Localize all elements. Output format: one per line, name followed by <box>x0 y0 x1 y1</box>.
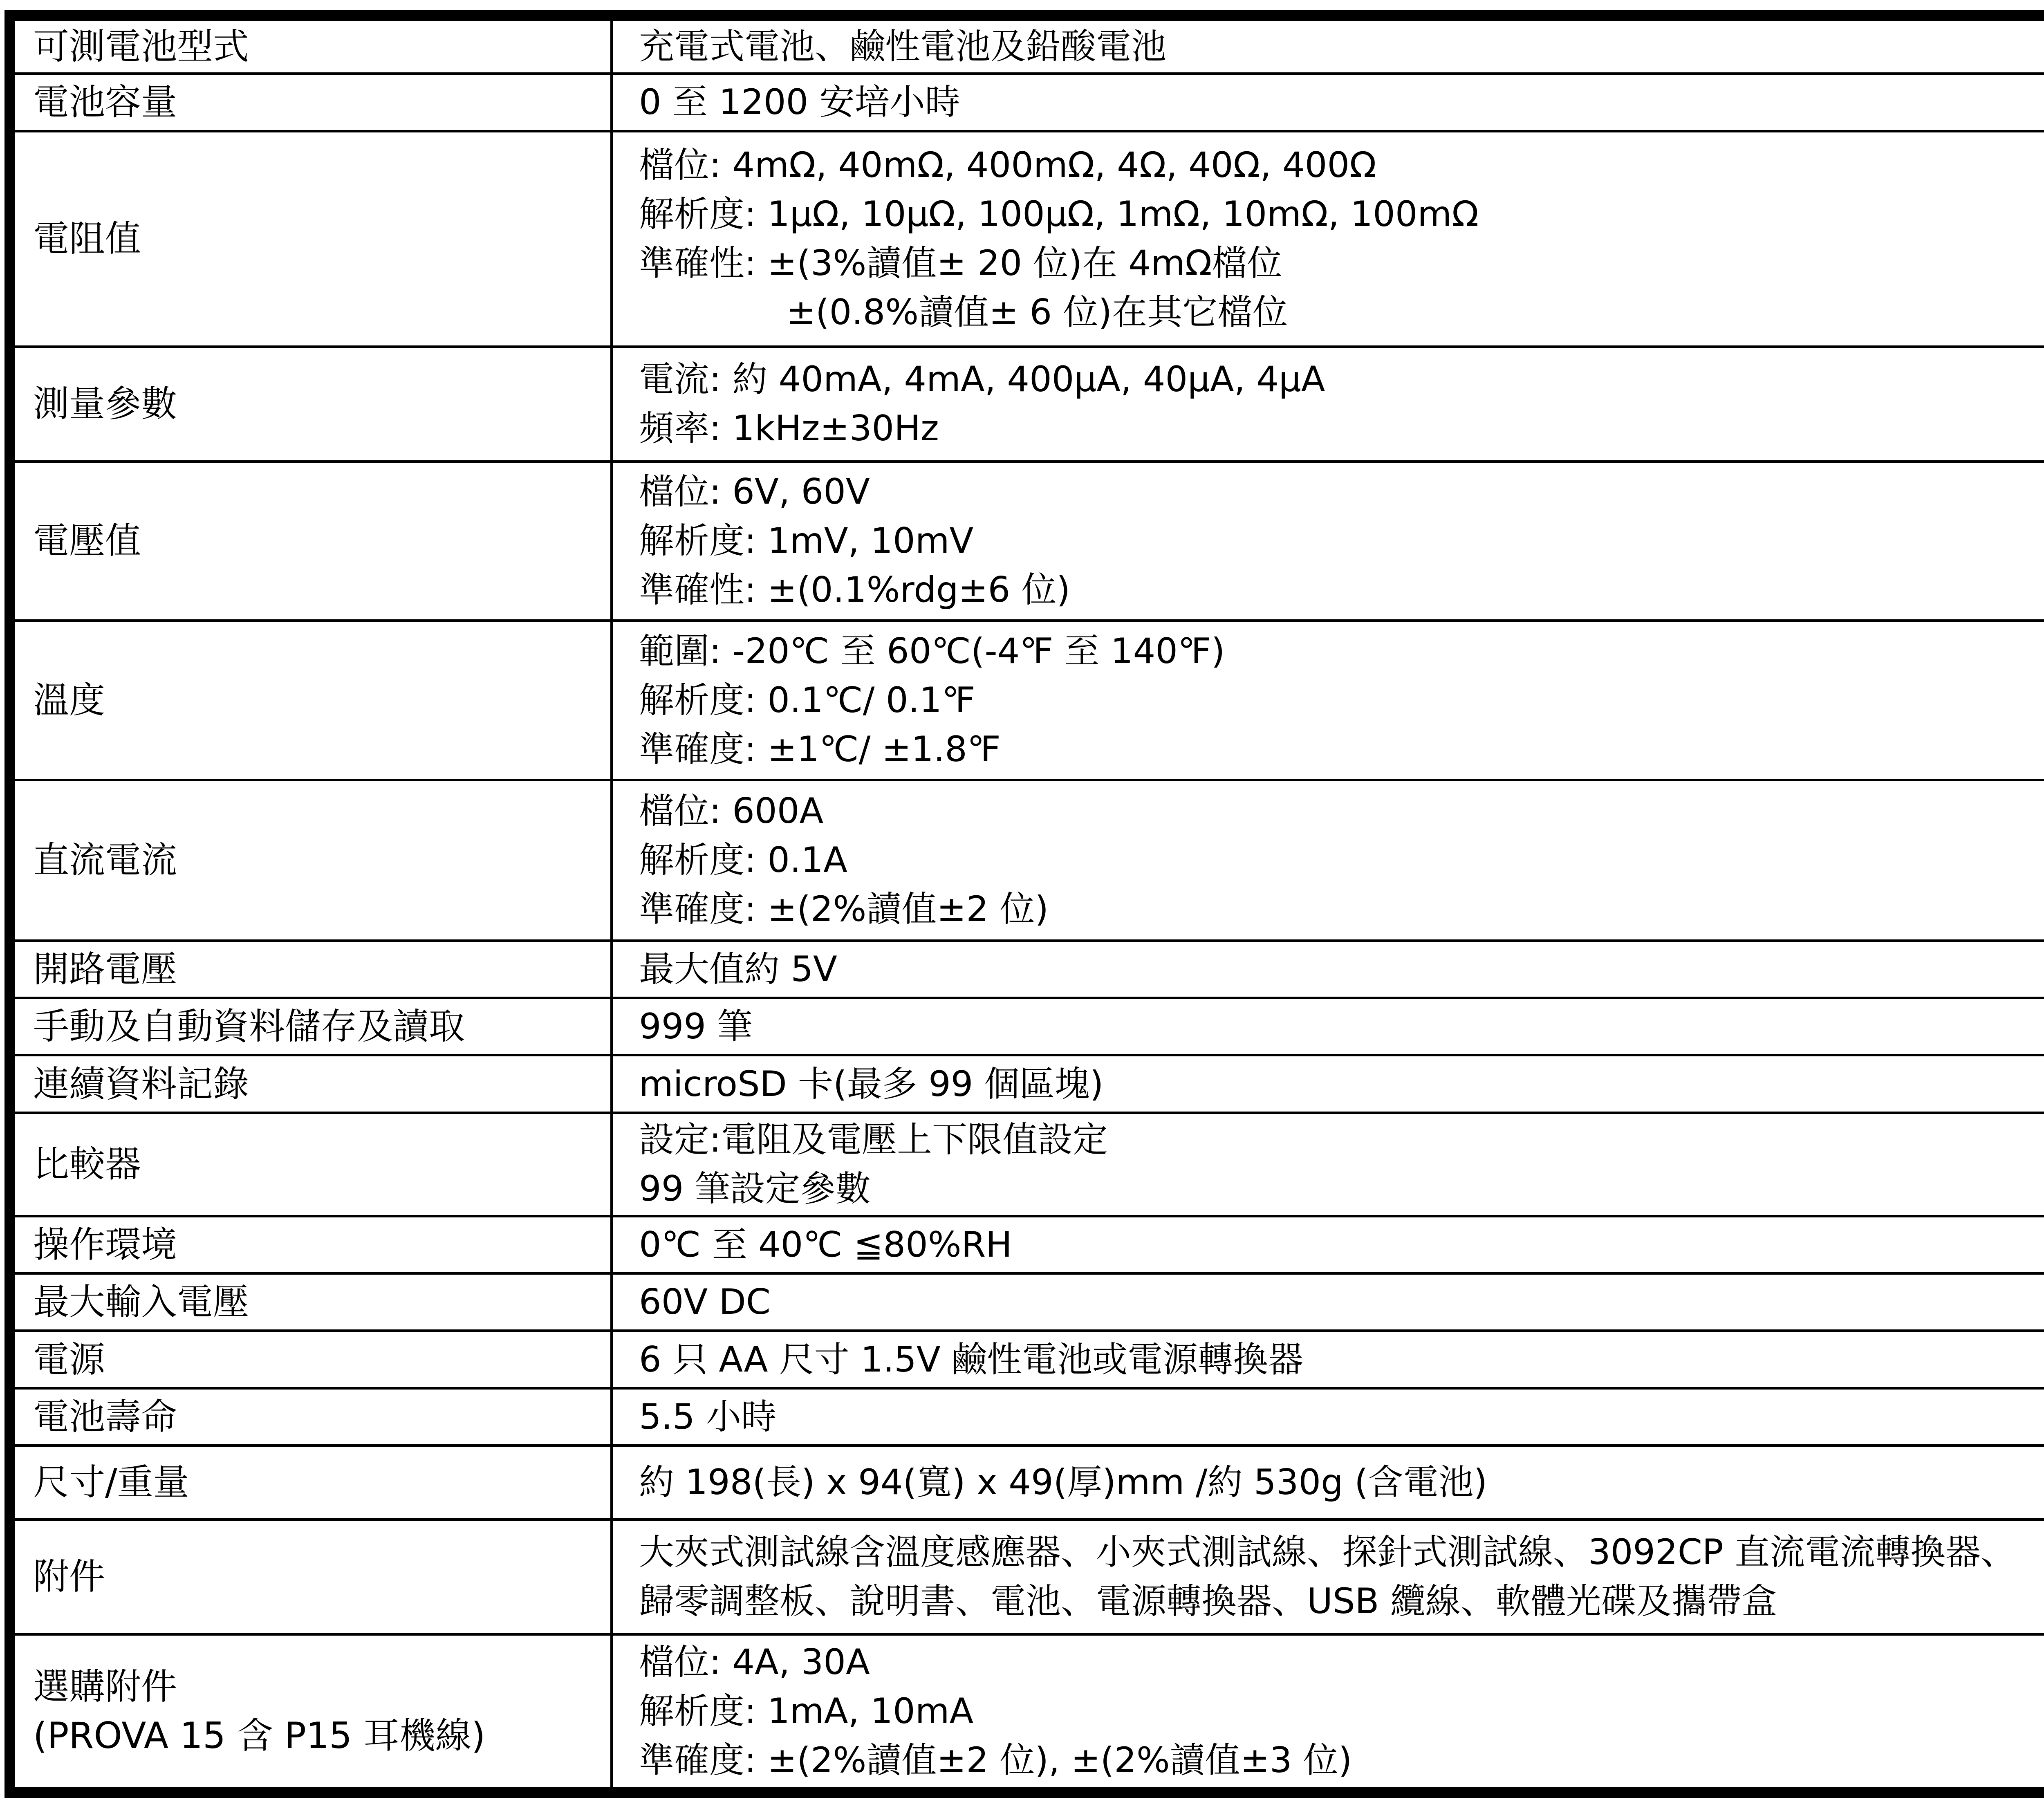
spec-value-line: 大夾式測試線含溫度感應器、小夾式測試線、探針式測試線、3092CP 直流電流轉換器、 <box>639 1532 2016 1573</box>
spec-value-line: 準確度: ±1℃/ ±1.8℉ <box>639 728 1001 770</box>
spec-value-line: 檔位: 4A, 30A <box>639 1642 870 1683</box>
spec-label-line: 附件 <box>33 1555 105 1598</box>
spec-label <box>10 74 612 131</box>
spec-value-line: 檔位: 600A <box>639 791 824 832</box>
spec-value-line: 檔位: 4mΩ, 40mΩ, 400mΩ, 4Ω, 40Ω, 400Ω <box>639 145 1376 186</box>
spec-label-line: 選購附件 <box>33 1665 177 1708</box>
spec-value-line: 範圍: -20℃ 至 60℃(-4℉ 至 140℉) <box>639 630 1225 672</box>
spec-label-line: 電池容量 <box>33 81 177 123</box>
spec-label <box>10 1388 612 1446</box>
spec-value-line: 0℃ 至 40℃ ≦80%RH <box>639 1224 1012 1266</box>
spec-value-line: microSD 卡(最多 99 個區塊) <box>639 1063 1104 1105</box>
spec-value <box>612 941 2044 998</box>
spec-label-line: 尺寸/重量 <box>33 1461 189 1504</box>
spec-value-line: 頻率: 1kHz±30Hz <box>639 408 939 449</box>
spec-label <box>10 1520 612 1634</box>
specification-table <box>4 10 2044 1798</box>
spec-value-line: 充電式電池、鹼性電池及鉛酸電池 <box>639 26 1166 67</box>
spec-label-line: 開路電壓 <box>33 948 177 991</box>
spec-label-line: 連續資料記錄 <box>33 1062 249 1105</box>
spec-value <box>612 347 2044 462</box>
spec-value <box>612 1273 2044 1331</box>
spec-row <box>10 1520 2044 1634</box>
spec-value <box>612 1055 2044 1112</box>
spec-label <box>10 621 612 780</box>
spec-label <box>10 941 612 998</box>
spec-value <box>612 1331 2044 1388</box>
spec-value-line: 最大值約 5V <box>639 949 837 990</box>
spec-value-line: 準確性: ±(3%讀值± 20 位)在 4mΩ檔位 <box>639 243 1282 284</box>
spec-value-line: 99 筆設定參數 <box>639 1168 871 1210</box>
spec-label-line: 直流電流 <box>33 839 177 881</box>
spec-label <box>10 1273 612 1331</box>
spec-label <box>10 1634 612 1793</box>
spec-row <box>10 462 2044 621</box>
spec-value-line: 設定:電阻及電壓上下限值設定 <box>639 1119 1108 1161</box>
spec-value-line: 準確性: ±(0.1%rdg±6 位) <box>639 569 1071 611</box>
spec-label-line: 手動及自動資料儲存及讀取 <box>33 1005 465 1048</box>
spec-label-line: 操作環境 <box>33 1224 177 1266</box>
spec-value-line: 解析度: 1mA, 10mA <box>639 1691 974 1732</box>
spec-row <box>10 621 2044 780</box>
spec-row <box>10 780 2044 941</box>
spec-label <box>10 1113 612 1216</box>
spec-value-line: 歸零調整板、說明書、電池、電源轉換器、USB 纜線、軟體光碟及攜帶盒 <box>639 1581 1777 1622</box>
spec-label-line: 電壓值 <box>33 520 141 562</box>
spec-value-line: 解析度: 0.1℃/ 0.1℉ <box>639 679 975 721</box>
spec-value-line: 電流: 約 40mA, 4mA, 400μA, 40μA, 4μA <box>639 359 1325 400</box>
spec-value <box>612 74 2044 131</box>
spec-value-line: 檔位: 6V, 60V <box>639 471 870 513</box>
spec-value <box>612 1634 2044 1793</box>
spec-value-line: 約 198(長) x 94(寬) x 49(厚)mm /約 530g (含電池) <box>639 1462 1488 1503</box>
spec-value <box>612 1388 2044 1446</box>
spec-value-line: 60V DC <box>639 1282 771 1323</box>
spec-label-line: 電源 <box>33 1338 105 1381</box>
spec-label <box>10 462 612 621</box>
spec-value-line: 5.5 小時 <box>639 1396 777 1437</box>
spec-label-line: 電池壽命 <box>33 1395 177 1438</box>
spec-label-line: 可測電池型式 <box>33 25 249 68</box>
spec-row <box>10 1273 2044 1331</box>
spec-row <box>10 74 2044 131</box>
spec-value-line: 解析度: 1μΩ, 10μΩ, 100μΩ, 1mΩ, 10mΩ, 100mΩ <box>639 194 1479 235</box>
spec-row <box>10 1634 2044 1793</box>
spec-label <box>10 347 612 462</box>
spec-row <box>10 1331 2044 1388</box>
spec-value <box>612 1216 2044 1273</box>
spec-row <box>10 1216 2044 1273</box>
spec-value <box>612 621 2044 780</box>
spec-value-line: 準確度: ±(2%讀值±2 位) <box>639 889 1049 930</box>
spec-value-line: 6 只 AA 尺寸 1.5V 鹼性電池或電源轉換器 <box>639 1339 1304 1380</box>
spec-label-line: 最大輸入電壓 <box>33 1281 249 1323</box>
spec-label-line: 溫度 <box>33 679 105 721</box>
spec-label <box>10 131 612 347</box>
spec-row <box>10 998 2044 1055</box>
spec-label <box>10 1216 612 1273</box>
spec-value <box>612 462 2044 621</box>
spec-value <box>612 1113 2044 1216</box>
spec-label <box>10 998 612 1055</box>
spec-row <box>10 347 2044 462</box>
spec-label <box>10 1055 612 1112</box>
spec-value <box>612 131 2044 347</box>
spec-label <box>10 1331 612 1388</box>
spec-row <box>10 1446 2044 1520</box>
spec-value <box>612 1520 2044 1634</box>
spec-row <box>10 1388 2044 1446</box>
spec-value <box>612 16 2044 74</box>
spec-value-line: 999 筆 <box>639 1006 753 1047</box>
spec-label <box>10 1446 612 1520</box>
spec-value-line: ±(0.8%讀值± 6 位)在其它檔位 <box>786 292 1288 333</box>
spec-label-line: 比較器 <box>33 1143 141 1186</box>
spec-row <box>10 131 2044 347</box>
spec-row <box>10 16 2044 74</box>
spec-row <box>10 941 2044 998</box>
spec-label-line: (PROVA 15 含 P15 耳機線) <box>33 1715 486 1757</box>
spec-value-line: 解析度: 1mV, 10mV <box>639 520 974 562</box>
spec-value-line: 0 至 1200 安培小時 <box>639 82 960 123</box>
spec-label-line: 測量參數 <box>33 383 177 425</box>
spec-label-line: 電阻值 <box>33 217 141 260</box>
spec-value-line: 解析度: 0.1A <box>639 840 847 881</box>
spec-label <box>10 780 612 941</box>
spec-value <box>612 998 2044 1055</box>
spec-value <box>612 1446 2044 1520</box>
spec-row <box>10 1055 2044 1112</box>
spec-value-line: 準確度: ±(2%讀值±2 位), ±(2%讀值±3 位) <box>639 1740 1352 1781</box>
spec-label <box>10 16 612 74</box>
spec-value <box>612 780 2044 941</box>
spec-row <box>10 1113 2044 1216</box>
